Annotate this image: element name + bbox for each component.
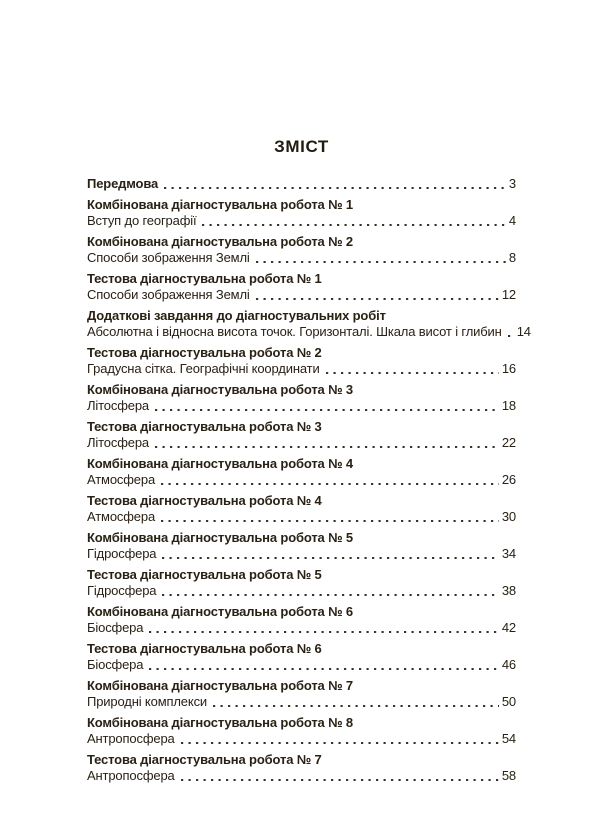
toc-entry-title: Комбінована діагностувальна робота № 1 <box>87 197 353 212</box>
toc-entry-subtitle: Природні комплекси <box>87 694 208 709</box>
toc-entry-subtitle: Антропосфера <box>87 768 175 783</box>
toc-entry <box>87 271 516 303</box>
toc-entry-subtitle-line <box>87 546 516 562</box>
toc-entry-subtitle-line <box>87 361 516 377</box>
toc-entry-subtitle: Біосфера <box>87 620 144 635</box>
toc-entry-title-line <box>87 456 516 472</box>
toc-entry-title: Тестова діагностувальна робота № 5 <box>87 567 322 582</box>
dot-leader <box>181 779 499 781</box>
toc-entry-title-line <box>87 419 516 435</box>
toc-entry-title: Тестова діагностувальна робота № 3 <box>87 419 322 434</box>
toc-entry-subtitle-line <box>87 509 516 525</box>
toc-entry-subtitle: Атмосфера <box>87 509 156 524</box>
toc-entry-title: Комбінована діагностувальна робота № 6 <box>87 604 353 619</box>
toc-entry-title: Тестова діагностувальна робота № 7 <box>87 752 322 767</box>
toc-entry-title-line <box>87 308 516 324</box>
toc-entry <box>87 752 516 784</box>
page-number: 26 <box>501 472 516 487</box>
toc-entry <box>87 176 516 192</box>
toc-entry-title: Комбінована діагностувальна робота № 4 <box>87 456 353 471</box>
toc-entry-title: Тестова діагностувальна робота № 4 <box>87 493 322 508</box>
toc-entry-subtitle-line <box>87 657 516 673</box>
page-number: 50 <box>501 694 516 709</box>
dot-leader <box>149 668 498 670</box>
page-number: 42 <box>501 620 516 635</box>
page-number: 16 <box>501 361 516 376</box>
toc-entry-subtitle: Градусна сітка. Географічні координати <box>87 361 320 376</box>
toc-entry-subtitle: Гідросфера <box>87 583 157 598</box>
toc-entry-title-line <box>87 530 516 546</box>
toc-entry-subtitle-line <box>87 250 516 266</box>
toc-entry-subtitle: Антропосфера <box>87 731 175 746</box>
toc-entry <box>87 567 516 599</box>
toc-entry-subtitle: Біосфера <box>87 657 144 672</box>
toc-entry-subtitle-line <box>87 731 516 747</box>
toc-entry <box>87 493 516 525</box>
dot-leader <box>149 631 498 633</box>
dot-leader <box>181 742 499 744</box>
dot-leader <box>326 372 499 374</box>
toc-entry-title: Тестова діагностувальна робота № 2 <box>87 345 322 360</box>
toc-entry-subtitle: Літосфера <box>87 435 149 450</box>
toc-entry-subtitle-line <box>87 620 516 636</box>
toc-entry <box>87 678 516 710</box>
toc-entry <box>87 308 531 340</box>
toc-entry-title-line <box>87 271 516 287</box>
toc-entry-title: Додаткові завдання до діагностувальних робіт <box>87 308 386 323</box>
toc-entry-subtitle: Літосфера <box>87 398 149 413</box>
toc-entry <box>87 530 516 562</box>
page-number: 14 <box>516 324 531 339</box>
toc-entry-title: Комбінована діагностувальна робота № 7 <box>87 678 353 693</box>
page-number: 4 <box>508 213 516 228</box>
toc-entry-subtitle-line <box>87 213 516 229</box>
toc-entry-subtitle-line <box>87 398 516 414</box>
toc-entry-subtitle: Гідросфера <box>87 546 157 561</box>
toc-entry <box>87 456 516 488</box>
toc-entry-title-line <box>87 382 516 398</box>
toc-entry <box>87 604 516 636</box>
toc-entry <box>87 715 516 747</box>
page-number: 18 <box>501 398 516 413</box>
toc-entry-subtitle-line <box>87 768 516 784</box>
toc-entry <box>87 234 516 266</box>
page-number: 38 <box>501 583 516 598</box>
page-number: 3 <box>508 176 516 191</box>
dot-leader <box>155 446 499 448</box>
toc-entry <box>87 345 516 377</box>
toc-entry-title: Комбінована діагностувальна робота № 8 <box>87 715 353 730</box>
toc-entry-title: Комбінована діагностувальна робота № 3 <box>87 382 353 397</box>
dot-leader <box>213 705 499 707</box>
page-number: 30 <box>501 509 516 524</box>
toc-entry-title: Тестова діагностувальна робота № 6 <box>87 641 322 656</box>
toc-entry-subtitle: Вступ до географії <box>87 213 197 228</box>
toc-entry-title: Комбінована діагностувальна робота № 2 <box>87 234 353 249</box>
toc-entry-subtitle-line <box>87 435 516 451</box>
toc-entry-title-line <box>87 715 516 731</box>
toc-entry-subtitle-line <box>87 472 516 488</box>
toc-entry-title-line <box>87 176 516 192</box>
toc-entry-title: Передмова <box>87 176 159 191</box>
page-title: ЗМІСТ <box>274 137 329 156</box>
toc-entry-title-line <box>87 197 516 213</box>
dot-leader <box>162 557 498 559</box>
toc-entry-subtitle: Абсолютна і відносна висота точок. Горизонталі. Шкала висот і глибин <box>87 324 502 339</box>
toc-entry-title: Тестова діагностувальна робота № 1 <box>87 271 322 286</box>
dot-leader <box>508 335 514 337</box>
dot-leader <box>162 594 498 596</box>
toc-entry-title-line <box>87 345 516 361</box>
toc-entry <box>87 419 516 451</box>
dot-leader <box>164 187 506 189</box>
page-number: 46 <box>501 657 516 672</box>
page-number: 54 <box>501 731 516 746</box>
page-number: 34 <box>501 546 516 561</box>
page-number: 12 <box>501 287 516 302</box>
toc-entry-title-line <box>87 641 516 657</box>
page-number: 8 <box>508 250 516 265</box>
toc-entry-subtitle: Способи зображення Землі <box>87 287 250 302</box>
toc-entry-title-line <box>87 234 516 250</box>
dot-leader <box>161 483 499 485</box>
toc-entry-title-line <box>87 678 516 694</box>
page-number: 58 <box>501 768 516 783</box>
toc-entry-subtitle-line <box>87 583 516 599</box>
toc-entry <box>87 382 516 414</box>
page-number: 22 <box>501 435 516 450</box>
toc-entry-title-line <box>87 493 516 509</box>
toc-entry-title-line <box>87 567 516 583</box>
dot-leader <box>155 409 499 411</box>
toc-entry-title-line <box>87 604 516 620</box>
toc-entry-title-line <box>87 752 516 768</box>
dot-leader <box>202 224 505 226</box>
toc-entry-title: Комбінована діагностувальна робота № 5 <box>87 530 353 545</box>
toc-list <box>87 176 531 784</box>
toc-entry-subtitle: Способи зображення Землі <box>87 250 250 265</box>
dot-leader <box>161 520 499 522</box>
toc-entry <box>87 641 516 673</box>
toc-entry-subtitle-line <box>87 694 516 710</box>
dot-leader <box>256 298 499 300</box>
toc-entry-subtitle-line <box>87 324 531 340</box>
toc-entry <box>87 197 516 229</box>
toc-entry-subtitle-line <box>87 287 516 303</box>
dot-leader <box>256 261 506 263</box>
toc-entry-subtitle: Атмосфера <box>87 472 156 487</box>
